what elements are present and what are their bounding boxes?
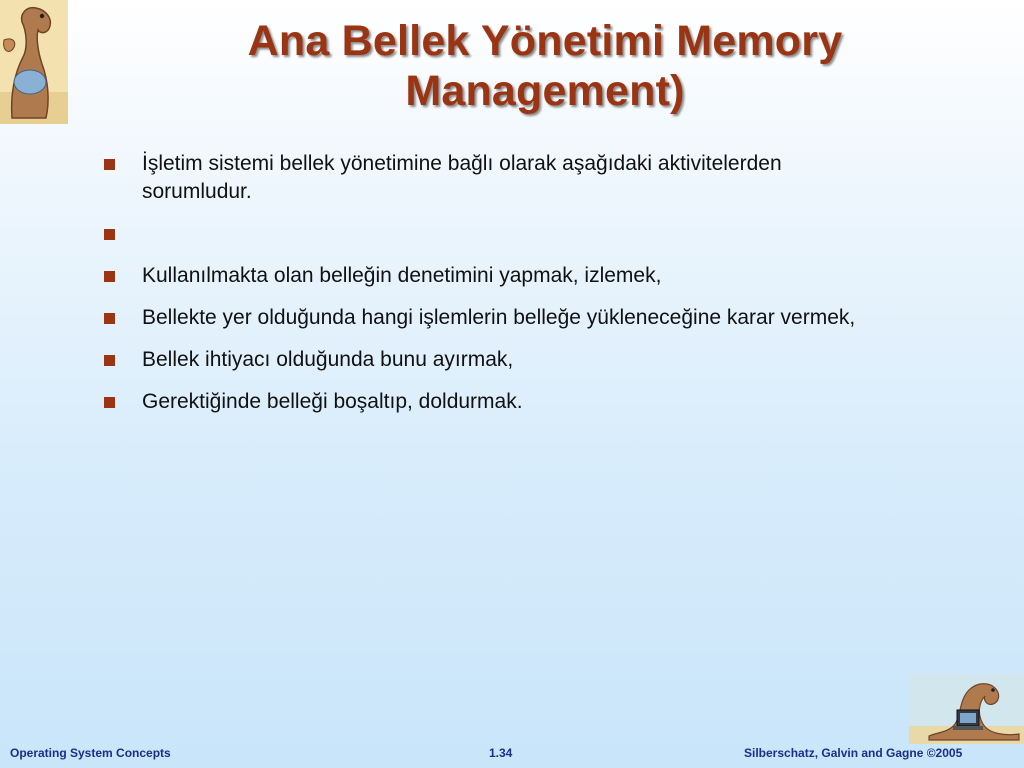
footer-book-title: Operating System Concepts [10,746,171,760]
square-bullet-icon [104,159,115,170]
bullet-text: İşletim sistemi bellek yönetimine bağlı olarak aşağıdaki aktivitelerden sorumludur. [142,152,782,203]
list-item [104,262,864,290]
list-item [104,304,864,332]
square-bullet-icon [104,271,115,282]
square-bullet-icon [104,229,115,240]
footer-slide-number: 1.34 [489,746,513,760]
title-line-1: Ana Bellek Yönetimi Memory [247,17,843,65]
bullet-text: Gerektiğinde belleği boşaltıp, doldurmak. [142,390,523,413]
page-title [150,16,940,116]
list-item [104,220,864,248]
title-line-2: Management) [405,67,685,115]
list-item [104,388,864,416]
list-item [104,346,864,374]
square-bullet-icon [104,313,115,324]
footer-authors: Silberschatz, Galvin and Gagne ©2005 [744,746,963,760]
square-bullet-icon [104,355,115,366]
bullet-text: Bellek ihtiyacı olduğunda bunu ayırmak, [142,348,514,371]
bullet-text: Kullanılmakta olan belleğin denetimini yapmak, izlemek, [142,264,662,287]
bullet-list [104,150,864,430]
square-bullet-icon [104,397,115,408]
bullet-text: Bellekte yer olduğunda hangi işlemlerin belleğe yükleneceğine karar vermek, [142,306,856,329]
dinosaur-logo-icon [0,0,68,124]
dinosaur-laptop-icon [909,674,1024,744]
list-item [104,150,864,206]
